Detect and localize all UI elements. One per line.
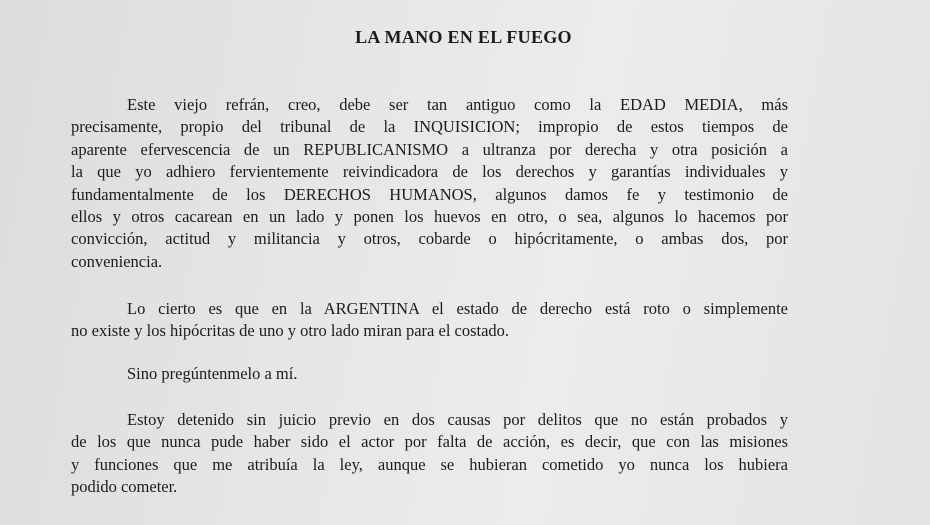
paragraph-line: Sino pregúntenmelo a mí. xyxy=(127,364,298,383)
title-text: LA MANO EN EL FUEGO xyxy=(355,27,572,47)
paragraph-line: precisamente, propio del tribunal de la INQUISICION; impropio de estos tiempos de xyxy=(71,117,788,137)
paragraph-2 xyxy=(71,298,788,343)
paragraph-line: ellos y otros cacarean en un lado y ponen los huevos en otro, o sea, algunos lo hacemos por xyxy=(71,207,788,227)
paragraph-line: Este viejo refrán, creo, debe ser tan antiguo como la EDAD MEDIA, más xyxy=(127,95,788,114)
paragraph-3 xyxy=(71,363,788,385)
paragraph-line: Estoy detenido sin juicio previo en dos causas por delitos que no están probados y xyxy=(127,410,788,429)
paragraph-line: aparente efervescencia de un REPUBLICANISMO a ultranza por derecha y otra posición a xyxy=(71,139,788,159)
paragraph-1 xyxy=(71,94,788,273)
paragraph-4 xyxy=(71,409,788,499)
paragraph-line: convicción, actitud y militancia y otros, cobarde o hipócritamente, o ambas dos, por xyxy=(71,229,788,249)
paragraph-line: de los que nunca pude haber sido el actor por falta de acción, es decir, que con las misiones xyxy=(71,432,788,452)
document-title xyxy=(0,27,930,48)
paragraph-line: no existe y los hipócritas de uno y otro lado miran para el costado. xyxy=(71,321,510,341)
paragraph-line: fundamentalmente de los DERECHOS HUMANOS, algunos damos fe y testimonio de xyxy=(71,184,788,204)
paragraph-line: y funciones que me atribuía la ley, aunque se hubieran cometido yo nunca los hubiera xyxy=(71,454,788,474)
paragraph-line: la que yo adhiero fervientemente reivindicadora de los derechos y garantías individuales y xyxy=(71,162,788,182)
paragraph-line: Lo cierto es que en la ARGENTINA el estado de derecho está roto o simplemente xyxy=(127,299,788,318)
paragraph-line: podido cometer. xyxy=(71,477,178,497)
paragraph-line: conveniencia. xyxy=(71,251,163,271)
